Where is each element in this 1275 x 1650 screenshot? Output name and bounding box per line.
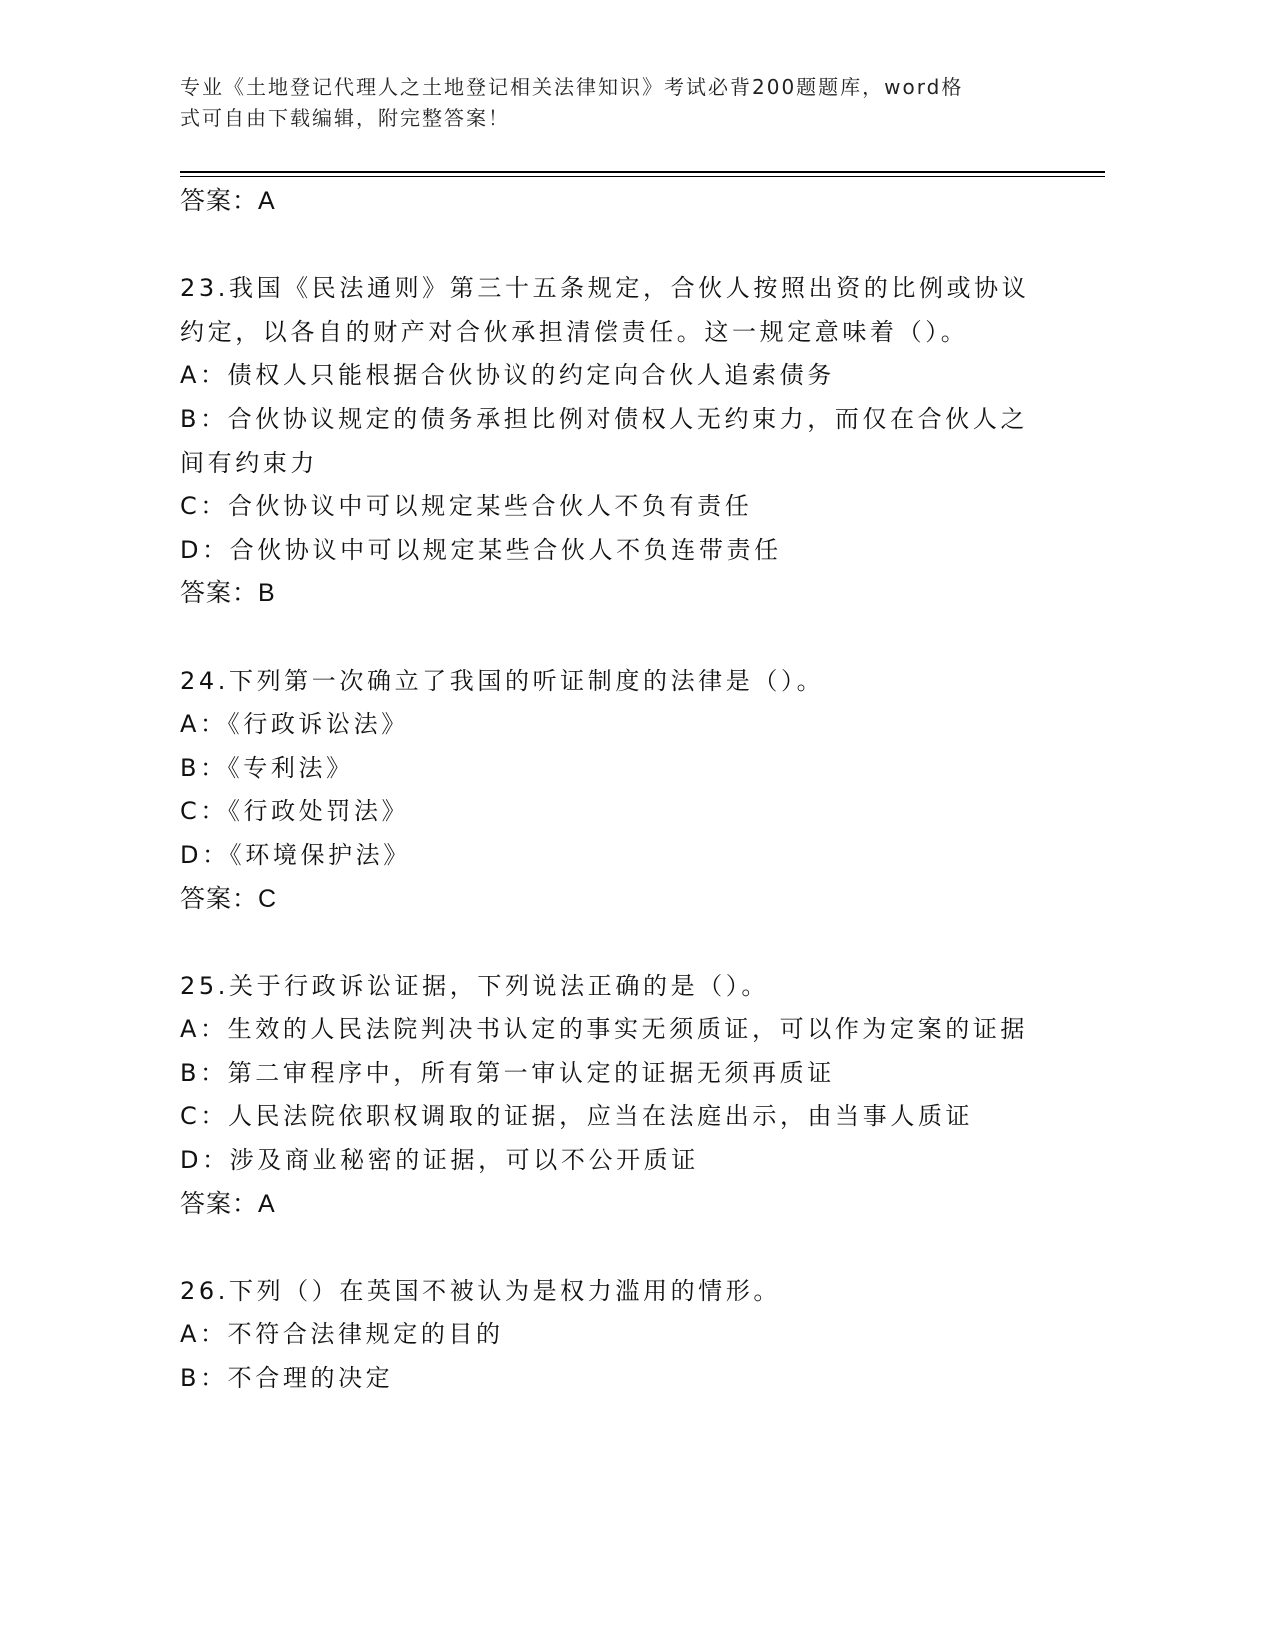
- answer-line: 答案：B: [180, 579, 276, 608]
- option-line: C：《行政处罚法》: [180, 797, 410, 826]
- option-line: A：《行政诉讼法》: [180, 710, 409, 739]
- header-line: 专业《土地登记代理人之土地登记相关法律知识》考试必背200题题库，word格: [180, 75, 964, 99]
- question-stem: 26.下列（）在英国不被认为是权力滥用的情形。: [180, 1276, 781, 1305]
- header-rule: [180, 176, 1105, 177]
- question-list: [180, 180, 1080, 1401]
- answer-line: 答案：C: [180, 884, 278, 913]
- option-line: D：合伙协议中可以规定某些合伙人不负连带责任: [180, 535, 782, 564]
- document-header: [180, 72, 1040, 134]
- question-block: [180, 267, 1080, 616]
- question-stem: 23.我国《民法通则》第三十五条规定，合伙人按照出资的比例或协议: [180, 274, 1030, 303]
- question-block: [180, 965, 1080, 1227]
- option-line: B：《专利法》: [180, 753, 354, 782]
- question-stem: 24.下列第一次确立了我国的听证制度的法律是（）。: [180, 666, 825, 695]
- option-line: A：债权人只能根据合伙协议的约定向合伙人追索债务: [180, 361, 835, 390]
- option-line: D：涉及商业秘密的证据，可以不公开质证: [180, 1146, 699, 1175]
- option-line: D：《环境保护法》: [180, 840, 411, 869]
- blank-line: [180, 224, 1080, 268]
- header-rule: [180, 171, 1105, 173]
- header-line: 式可自由下载编辑，附完整答案！: [180, 106, 510, 130]
- blank-line: [180, 616, 1080, 660]
- question-block: [180, 660, 1080, 922]
- option-line: B：不合理的决定: [180, 1364, 394, 1393]
- blank-line: [180, 921, 1080, 965]
- option-line: B：合伙协议规定的债务承担比例对债权人无约束力，而仅在合伙人之: [180, 404, 1029, 433]
- option-line: A：不符合法律规定的目的: [180, 1320, 504, 1349]
- option-line: 间有约束力: [180, 448, 318, 477]
- question-stem: 25.关于行政诉讼证据，下列说法正确的是（）。: [180, 971, 769, 1000]
- option-line: A：生效的人民法院判决书认定的事实无须质证，可以作为定案的证据: [180, 1015, 1029, 1044]
- blank-line: [180, 1226, 1080, 1270]
- answer-line: 答案：A: [180, 1189, 276, 1218]
- question-stem: 约定，以各自的财产对合伙承担清偿责任。这一规定意味着（）。: [180, 317, 969, 346]
- option-line: C：合伙协议中可以规定某些合伙人不负有责任: [180, 492, 753, 521]
- option-line: B：第二审程序中，所有第一审认定的证据无须再质证: [180, 1058, 835, 1087]
- option-line: C：人民法院依职权调取的证据，应当在法庭出示，由当事人质证: [180, 1102, 974, 1131]
- question-block: [180, 1270, 1080, 1401]
- answer-line: 答案：A: [180, 187, 276, 215]
